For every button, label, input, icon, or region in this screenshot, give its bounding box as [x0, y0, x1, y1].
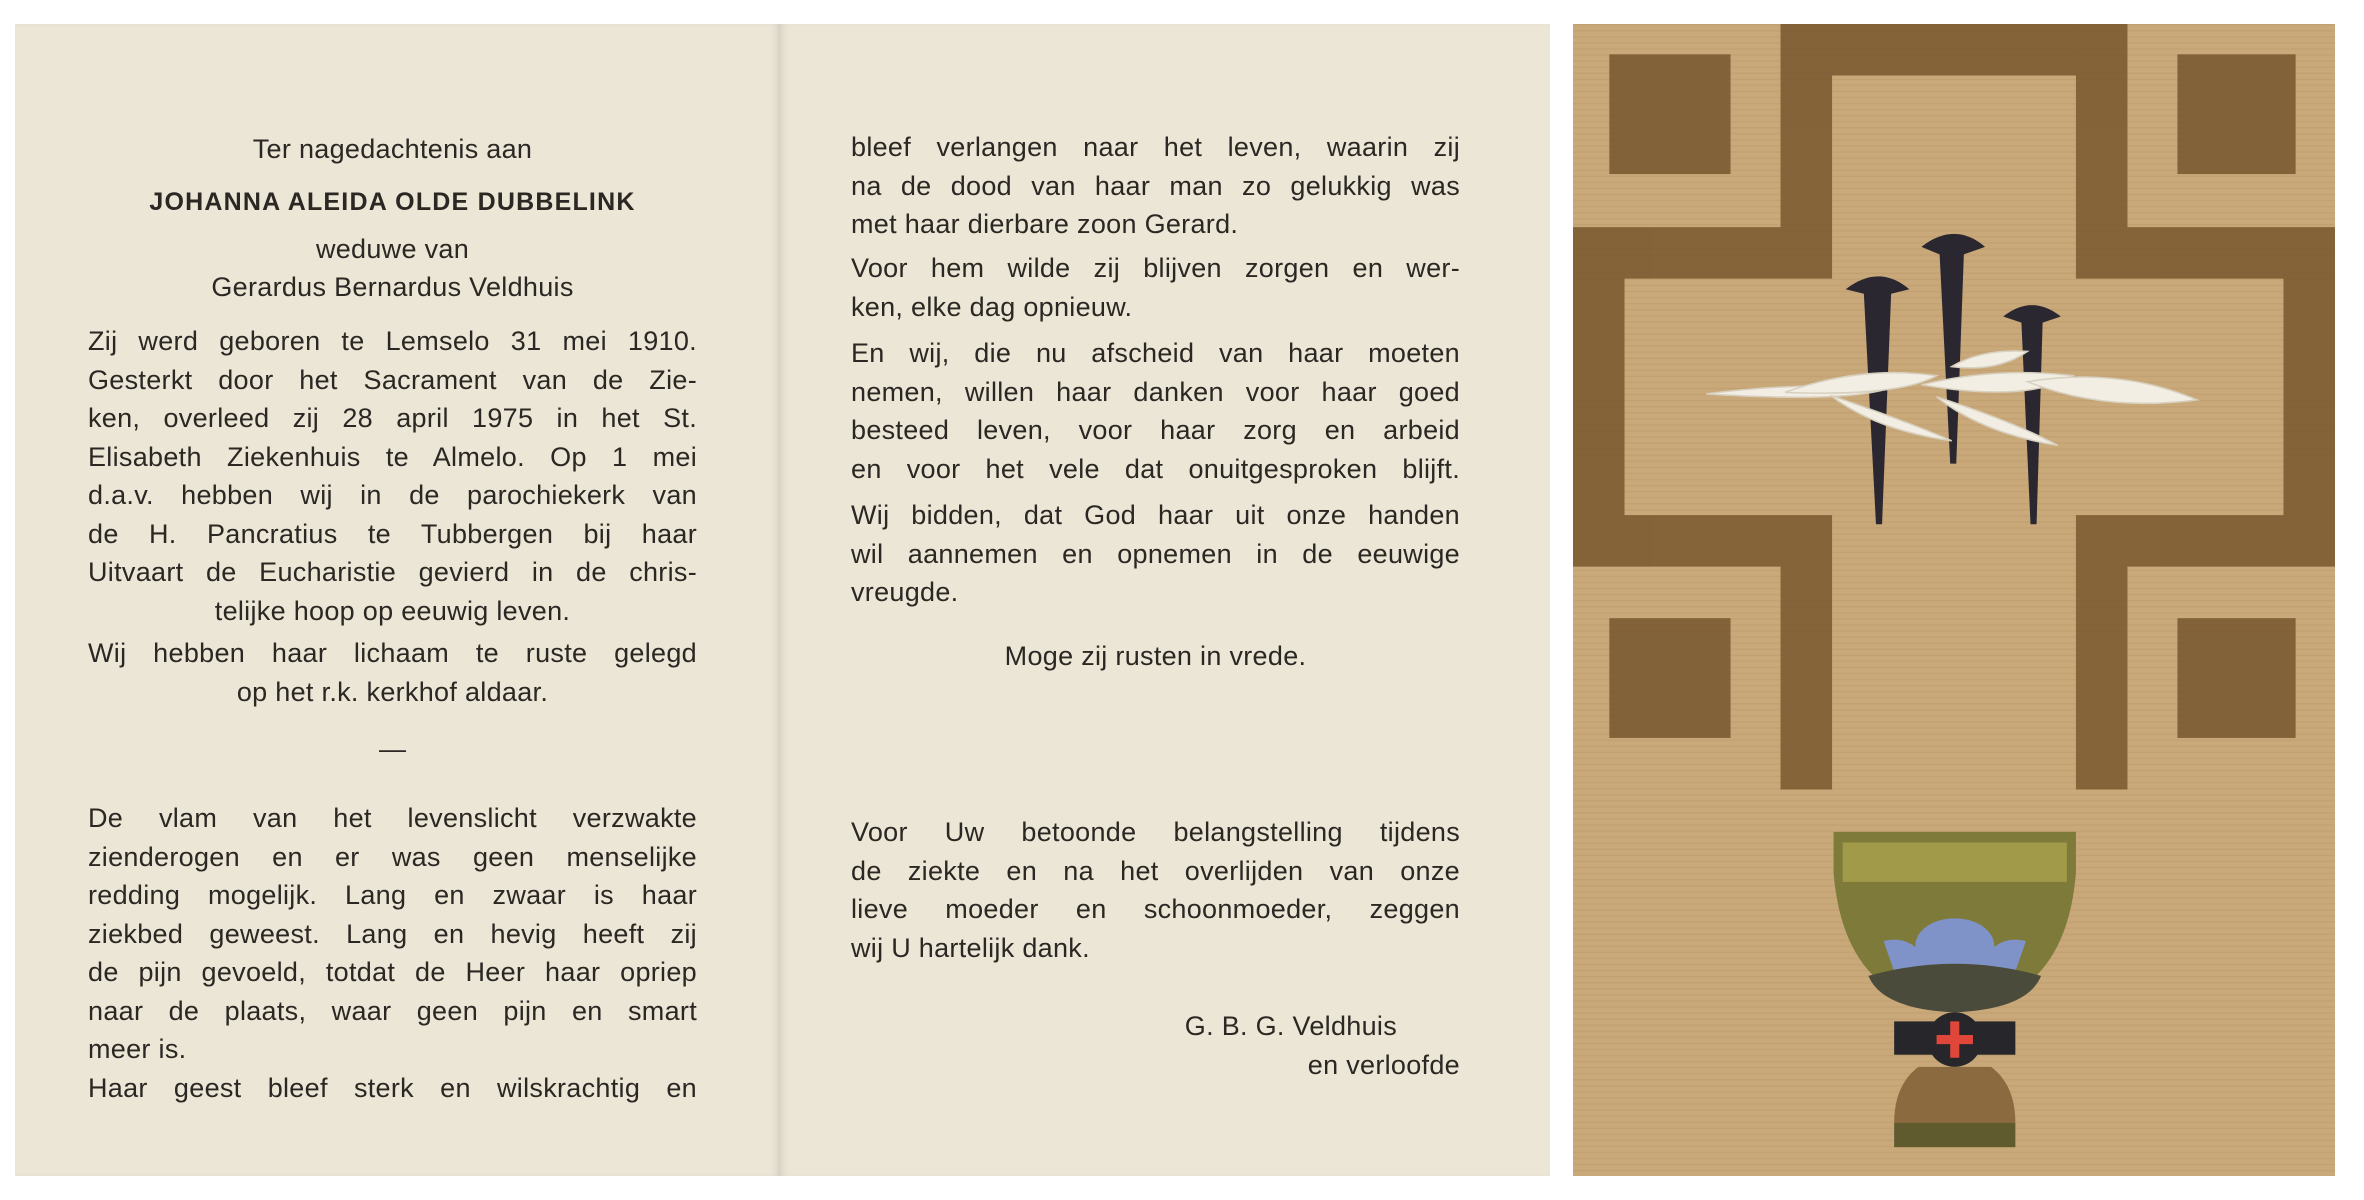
text-line: Voor Uw betoonde belangstelling tijdens: [851, 817, 1460, 847]
divider-dash: —: [379, 734, 406, 764]
text-line: na de dood van haar man zo gelukkig was: [851, 170, 1460, 201]
text-line: besteed leven, voor haar zorg en arbeid: [851, 415, 1460, 445]
text-line: de ziekte en na het overlijden van onze: [851, 855, 1460, 886]
text-line: ziekbed geweest. Lang en hevig heeft zij: [88, 918, 697, 949]
text-line: de H. Pancratius te Tubbergen bij haar: [88, 518, 697, 549]
biography-paragraph: [88, 322, 697, 711]
farewell-paragraph: [851, 334, 1460, 488]
text-line: Haar geest bleef sterk en wilskrachtig en: [88, 1072, 697, 1103]
text-line: Elisabeth Ziekenhuis te Almelo. Op 1 mei: [88, 441, 697, 472]
deceased-name: JOHANNA ALEIDA OLDE DUBBELINK: [149, 188, 636, 216]
card-left-page: [15, 24, 780, 1176]
text-line: Uitvaart de Eucharistie gevierd in de chris-: [88, 557, 697, 587]
text-line: bleef verlangen naar het leven, waarin zij: [851, 132, 1460, 162]
text-line: op het r.k. kerkhof aldaar.: [236, 676, 549, 707]
widow-of-label: weduwe van: [315, 234, 470, 264]
text-line: d.a.v. hebben wij in de parochiekerk van: [88, 480, 697, 510]
care-paragraph: [851, 249, 1460, 326]
text-line: Voor hem wilde zij blijven zorgen en wer-: [851, 253, 1460, 283]
text-line: de pijn gevoeld, totdat de Heer haar opriep: [88, 957, 697, 987]
longing-paragraph: [851, 128, 1460, 244]
rest-in-peace-line: Moge zij rusten in vrede.: [1004, 641, 1307, 671]
chalice-cross-painting: [1573, 24, 2335, 1176]
card-right-page: [780, 24, 1550, 1176]
text-line: Wij bidden, dat God haar uit onze handen: [851, 500, 1460, 530]
text-line: nemen, willen haar danken voor haar goed: [851, 376, 1460, 407]
text-line: naar de plaats, waar geen pijn en smart: [88, 995, 697, 1026]
text-line: wij U hartelijk dank.: [851, 932, 1090, 963]
signature-line2: en verloofde: [1307, 1050, 1460, 1080]
text-line: redding mogelijk. Lang en zwaar is haar: [88, 880, 697, 910]
thanks-paragraph: [851, 813, 1460, 967]
prayer-paragraph: [851, 496, 1460, 612]
text-line: ken, elke dag opnieuw.: [851, 291, 1133, 322]
text-line: meer is.: [88, 1034, 187, 1064]
text-line: Gesterkt door het Sacrament van de Zie-: [88, 364, 697, 395]
text-line: lieve moeder en schoonmoeder, zeggen: [851, 894, 1460, 924]
illness-paragraph: [88, 799, 697, 1107]
text-line: Wij hebben haar lichaam te ruste gelegd: [88, 638, 697, 668]
text-line: telijke hoop op eeuwig leven.: [214, 595, 571, 626]
text-line: En wij, die nu afscheid van haar moeten: [851, 338, 1460, 368]
painting-image: [1573, 24, 2335, 1176]
text-line: wil aannemen en opnemen in de eeuwige: [851, 538, 1460, 569]
text-line: met haar dierbare zoon Gerard.: [851, 209, 1239, 239]
text-line: De vlam van het levenslicht verzwakte: [88, 803, 697, 833]
text-line: ken, overleed zij 28 april 1975 in het St.: [88, 403, 697, 433]
text-line: zienderogen en er was geen menselijke: [88, 841, 697, 872]
memorial-heading: Ter nagedachtenis aan: [252, 134, 533, 164]
text-line: en voor het vele dat onuitgesproken blijft.: [851, 453, 1460, 484]
husband-name: Gerardus Bernardus Veldhuis: [211, 272, 574, 302]
text-line: Zij werd geboren te Lemselo 31 mei 1910.: [88, 326, 697, 356]
text-line: vreugde.: [851, 577, 959, 607]
signature-name: G. B. G. Veldhuis: [1184, 1011, 1397, 1041]
